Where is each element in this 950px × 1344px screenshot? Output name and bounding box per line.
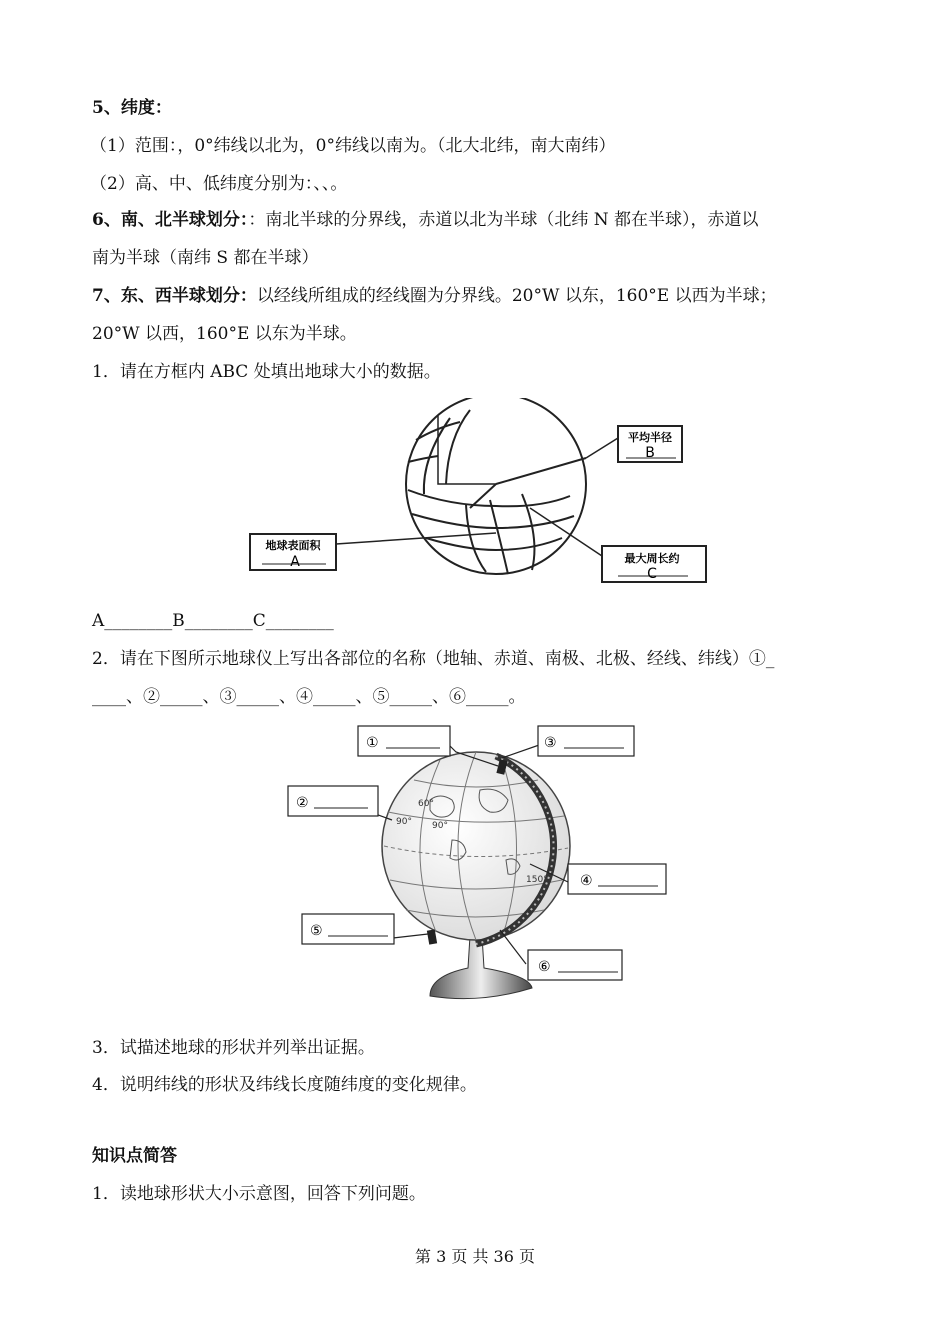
globe-lat-label-3: 90°	[396, 817, 412, 827]
section-7-text: 以经线所组成的经线圈为分界线。20°W 以东，160°E 以西为半球；	[256, 286, 777, 306]
section-6-line-2: 南为半球（南纬 S 都在半球）	[92, 248, 319, 268]
globe-label-5: ⑤	[310, 923, 323, 939]
box-c-letter: C	[647, 566, 657, 582]
section-6-title: 6、南、北半球划分：	[92, 210, 249, 230]
box-a-letter: A	[290, 554, 300, 570]
earth-size-figure	[240, 398, 720, 594]
section-7-title: 7、东、西半球划分：	[92, 286, 257, 306]
question-2-line-1: 2．请在下图所示地球仪上写出各部位的名称（地轴、赤道、南极、北极、经线、纬线）①_	[92, 649, 775, 669]
box-b-letter: B	[645, 445, 655, 461]
question-4: 4．说明纬线的形状及纬线长度随纬度的变化规律。	[92, 1075, 477, 1095]
earth-outline	[406, 398, 586, 574]
question-1-answers: A________B________C________	[92, 611, 334, 631]
section-5-line-1: （1）范围：，0°纬线以北为，0°纬线以南为。（北大北纬，南大南纬）	[90, 136, 616, 156]
globe-label-6: ⑥	[538, 959, 551, 975]
question-3: 3．试描述地球的形状并列举出证据。	[92, 1038, 375, 1058]
section-title: 知识点简答	[92, 1146, 177, 1166]
section-5-title: 5、纬度：	[92, 98, 172, 118]
globe-label-4: ④	[580, 873, 593, 889]
globe-label-1: ①	[366, 735, 379, 751]
globe-lat-label-2: 60°	[418, 799, 434, 809]
question-2-line-2: ____、②_____、③_____、④_____、⑤_____、⑥_____。	[92, 687, 526, 707]
section-7-line-2: 20°W 以西，160°E 以东为半球。	[92, 324, 357, 344]
box-c-label: 最大周长约	[624, 552, 680, 565]
globe-lat-label-1: 90°	[432, 821, 448, 831]
page-footer: 第 3 页 共 36 页	[415, 1247, 535, 1266]
section-6-text: ：南北半球的分界线，赤道以北为半球（北纬 N 都在半球），赤道以	[248, 210, 759, 230]
globe-body	[382, 752, 570, 940]
box-b-label: 平均半径	[628, 431, 672, 444]
globe-label-3: ③	[544, 735, 557, 751]
section-5-line-2: （2）高、中、低纬度分别为：、、。	[90, 174, 348, 194]
question-5: 1．读地球形状大小示意图，回答下列问题。	[92, 1184, 426, 1204]
box-a-label: 地球表面积	[265, 539, 321, 552]
section-7-line-1	[92, 284, 777, 308]
section-6-line-1	[92, 208, 759, 232]
globe-label-2: ②	[296, 795, 309, 811]
globe-lon-label: 150°	[526, 875, 548, 885]
question-1: 1．请在方框内 ABC 处填出地球大小的数据。	[92, 362, 441, 382]
globe-figure	[280, 720, 680, 1006]
